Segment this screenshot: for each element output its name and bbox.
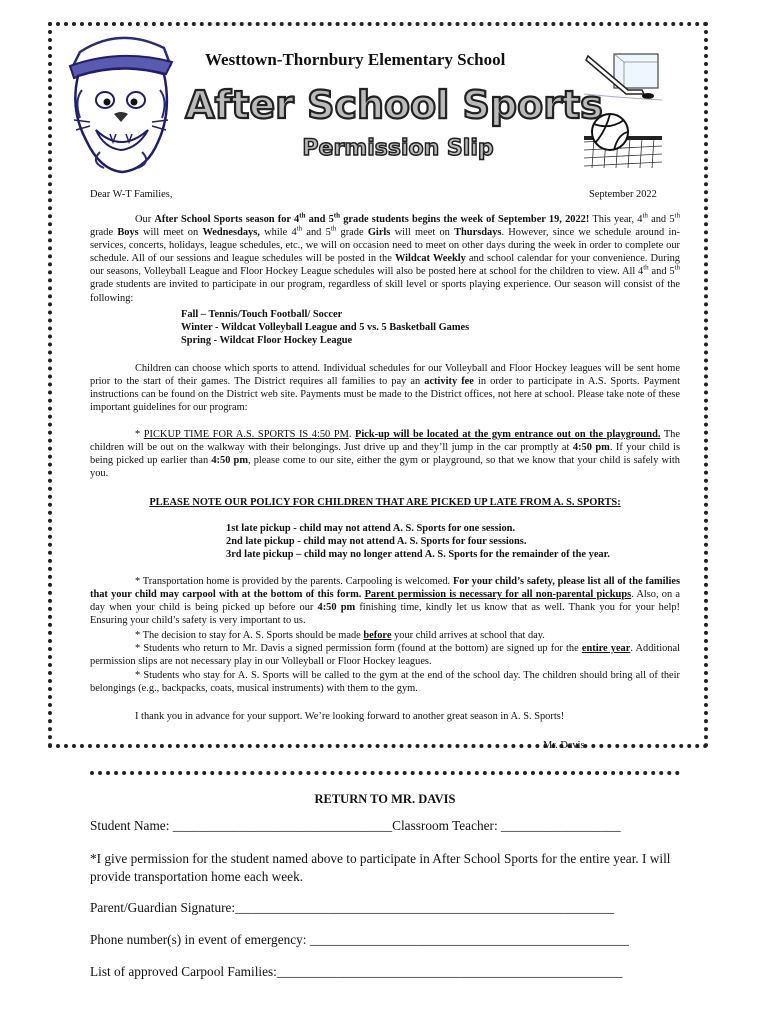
sup: th xyxy=(333,211,341,220)
text: and 5 xyxy=(302,227,331,239)
transport-paragraph xyxy=(90,575,680,627)
text: and 5 xyxy=(647,214,675,225)
late-rule-1: 1st late pickup - child may not attend A. S. Sports for one session. xyxy=(226,523,516,534)
late-policy-heading xyxy=(90,496,680,509)
text: and 5 xyxy=(648,266,675,278)
carpool-families-field[interactable]: List of approved Carpool Families:____________________________________________________ xyxy=(90,964,623,979)
text: and school calendar for your convenience. During our seasons, Volleyball League and Floor Hockey League schedules will also be posted here at school for the children to view. All 4 xyxy=(90,253,680,278)
time: 4:50 pm xyxy=(317,602,356,614)
text: This year, xyxy=(589,214,635,225)
wildcat-weekly-label: Wildcat Weekly xyxy=(394,253,466,265)
late-rule-3: 3rd late pickup – child may no longer attend A. S. Sports for the remainder of the year. xyxy=(226,549,610,560)
text: finishing time, kindly let us know that as well. Thank you for your help! Ensuring your child’s safety is very important to us. xyxy=(90,602,681,627)
text: , please come to our site, either the gym or playground, so that we know that your child is safely with you. xyxy=(90,455,681,480)
text: Parent permission is necessary for all non-parental pickups xyxy=(364,589,632,601)
text: Children can choose which sports to attend. Individual schedules for our Volleyball and Floor Hockey leagues will be sent home prior to the start of their games. The District requires all families to pay an xyxy=(90,363,680,388)
text: . However, since we schedule around in-services, concerts, holidays, league schedules, etc., we will on occasion need to meet on other days during the week in order to complete our schedule. All of our sessions and league schedules will be posted in the xyxy=(90,227,680,265)
sup: th xyxy=(642,211,648,220)
permission-statement: *I give permission for the student named above to participate in After School Sports for the entire year. I will provide transportation home each week. xyxy=(90,851,671,884)
text: entire year xyxy=(581,643,631,654)
intro-paragraph xyxy=(90,213,680,305)
thanks-paragraph: I thank you in advance for your support. We’re looking forward to another great season in A. S. Sports! xyxy=(135,711,565,722)
letter-date: September 2022 xyxy=(589,189,657,200)
sup: th xyxy=(643,263,649,272)
permission-slip-subtitle xyxy=(302,132,494,161)
season-fall: Fall – Tennis/Touch Football/ Soccer xyxy=(181,309,343,320)
belongings-paragraph: * Students who stay for A. S. Sports will be called to the gym at the end of the school day. The children should bring all of their belongings (e.g., backpacks, coats, musical instruments) with them to the gym. xyxy=(90,670,680,695)
text: in order to participate in A.S. Sports. Payment instructions can be found on the District web site. Payments must be made to the District offices, not here at school. Please take note of these important guidelines for our program: xyxy=(90,376,680,414)
text: while 4 xyxy=(259,227,297,239)
decision-paragraph xyxy=(90,629,680,642)
pickup-paragraph xyxy=(90,428,680,480)
text: The children will be out on the walkway with their belongings. Just drive up and they’ll jump in the car promptly at xyxy=(90,429,680,454)
student-name-field[interactable]: Student Name: _________________________________Classroom Teacher: __________________ xyxy=(90,818,621,833)
wildcat-mascot-logo xyxy=(60,30,178,178)
text: : xyxy=(617,497,621,508)
wednesdays-label: Wednesdays, xyxy=(202,227,260,239)
time: 4:50 pm xyxy=(572,442,610,454)
pickup-time: PICKUP TIME FOR A.S. SPORTS IS 4:50 PM xyxy=(143,429,349,440)
program-title-text: After School Sports xyxy=(185,83,603,127)
text: . If your child is being picked up earlier than xyxy=(90,442,680,467)
season-winter: Winter - Wildcat Volleyball League and 5 vs. 5 Basketball Games xyxy=(181,322,470,333)
text: grade xyxy=(336,227,368,239)
text: * xyxy=(135,429,144,440)
text: * Transportation home is provided by the parents. Carpooling is welcomed. xyxy=(135,576,453,587)
text: After School Sports season for 4 xyxy=(154,214,300,225)
pickup-location: Pick-up will be located at the gym entrance out on the playground. xyxy=(355,429,661,440)
text xyxy=(154,211,590,225)
parent-signature-field[interactable]: Parent/Guardian Signature:_________________________________________________________ xyxy=(90,900,615,915)
program-title xyxy=(185,82,603,127)
late-rule-2: 2nd late pickup - child may not attend A. S. Sports for four sessions. xyxy=(226,536,527,547)
girls-label: Girls xyxy=(367,227,391,239)
school-name: Westtown-Thornbury Elementary School xyxy=(205,50,506,69)
text: PLEASE NOTE OUR POLICY FOR CHILDREN THAT ARE PICKED UP LATE FROM A. S. SPORTS xyxy=(149,497,618,508)
signature: Mr. Davis xyxy=(543,740,585,751)
sup: th xyxy=(330,224,337,233)
season-spring: Spring - Wildcat Floor Hockey League xyxy=(181,335,353,346)
text: and 5 xyxy=(305,214,334,225)
time: 4:50 pm xyxy=(211,455,248,467)
phone-number-field[interactable]: Phone number(s) in event of emergency: ________________________________________________ xyxy=(90,932,629,947)
text: will meet on xyxy=(138,227,203,239)
boys-label: Boys xyxy=(117,227,139,239)
sup: th xyxy=(296,224,303,233)
text: grade students begins the week of September 19, 2022! xyxy=(340,214,590,225)
text: * Students who return to Mr. Davis a signed permission form (found at the bottom) are signed up for the xyxy=(135,643,582,654)
text: your child arrives at school that day. xyxy=(391,630,545,641)
subtitle-text: Permission Slip xyxy=(302,136,494,161)
text: . Additional permission slips are not necessary play in our Volleyball or Floor Hockey leagues. xyxy=(90,643,680,668)
text: grade students are invited to participate in our program, regardless of skill level or sports playing experience. Our season will consist of the following: xyxy=(90,279,680,304)
text: Our xyxy=(135,214,155,225)
text: For your child’s safety, please list all of the families that your child may carpool with at the bottom of this form. xyxy=(90,576,681,601)
activity-fee-label: activity fee xyxy=(424,376,474,388)
return-form-paragraph xyxy=(90,642,680,668)
greeting: Dear W-T Families, xyxy=(90,189,173,200)
return-heading: RETURN TO MR. DAVIS xyxy=(314,792,456,806)
text: 4 xyxy=(637,214,643,225)
text: . Also, on a day when your child is being picked up before our xyxy=(90,589,681,614)
text: * The decision to stay for A. S. Sports should be made xyxy=(135,630,364,641)
thursdays-label: Thursdays xyxy=(454,227,502,239)
text: grade xyxy=(90,227,118,239)
guidelines-paragraph xyxy=(90,362,680,414)
text: before xyxy=(363,630,392,641)
text: . xyxy=(348,429,356,440)
sup: th xyxy=(299,211,306,220)
sup: th xyxy=(674,263,680,272)
sup: th xyxy=(674,211,680,220)
cut-line xyxy=(90,771,680,775)
text: will meet on xyxy=(390,227,455,239)
